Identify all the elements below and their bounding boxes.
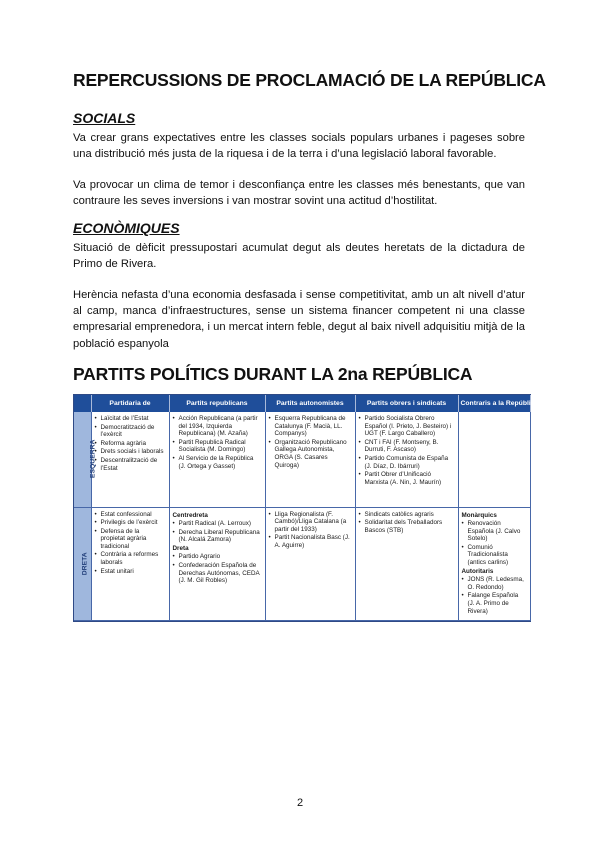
table-cell [169, 412, 265, 507]
list-item: • Defensa de la propietat agrària tradicional [95, 528, 166, 551]
row-label: DRETA [74, 507, 91, 620]
section-heading-economiques: ECONÒMIQUES [73, 220, 180, 236]
list-item: • Partido Agrario [173, 553, 262, 561]
group-heading: Centredreta [172, 511, 208, 519]
paragraph: Situació de dèficit pressupostari acumulat degut als deutes heretats de la dictadura de Primo de Rivera. [73, 242, 525, 271]
list-item: • Partido Comunista de España (J. Díaz, D. Ibárruri) [359, 455, 455, 470]
table-header-row [74, 395, 530, 412]
paragraph: Va provocar un clima de temor i desconfiança entre les classes més benestants, que van contraure les seves inversions i van mostrar sovint una actitud d’hostilitat. [73, 179, 525, 208]
list-item: • Estat unitari [95, 568, 166, 576]
column-header: Partits republicans [169, 395, 265, 412]
list-item: • Solidaritat dels Treballadors Bascos (STB) [359, 519, 455, 534]
group-heading: Monàrquics [461, 511, 497, 519]
list-item: • Falange Española (J. A. Primo de Rivera) [462, 592, 527, 615]
list-item: • Partit Republicà Radical Socialista (M. Domingo) [173, 439, 262, 454]
table-cell [169, 507, 265, 620]
list-item: • Sindicats catòlics agraris [359, 511, 455, 519]
group-heading: Dreta [172, 544, 189, 552]
column-header: Partidaria de [91, 395, 169, 412]
list-item: • Comunió Tradicionalista (antics carlins) [462, 544, 527, 567]
column-header [74, 395, 91, 412]
list-item: • Acción Republicana (a partir del 1934, Izquierda Republicana) (M. Azaña) [173, 415, 262, 438]
paragraph: Herència nefasta d’una economia desfasada i sense competitivitat, amb un alt nivell d’atur al camp, manca d’infraestructures, sense un sistema financer competent ni una classe empresarial emprenedora, i un mercat intern feble, degut al baix nivell adquisitiu mitjà de la població espanyola [73, 289, 525, 350]
table-cell [265, 412, 355, 507]
list-item: • Organització Republicano Gallega Autonomista, ORGA (S. Casares Quiroga) [269, 439, 352, 469]
section-heading-socials: SOCIALS [73, 110, 136, 126]
list-item: • Estat confessional [95, 511, 166, 519]
list-item: • Laïcitat de l’Estat [95, 415, 166, 423]
list-item: • JONS (R. Ledesma, O. Redondo) [462, 576, 527, 591]
page-title: REPERCUSSIONS DE PROCLAMACIÓ DE LA REPÚBLICA [73, 70, 546, 90]
column-header: Partits autonomistes [265, 395, 355, 412]
section-title: PARTITS POLÍTICS DURANT LA 2na REPÚBLICA [73, 364, 473, 384]
list-item: • Privilegis de l’exèrcit [95, 519, 166, 527]
list-item: • Partit Nacionalista Basc (J. A. Aguirre) [269, 534, 352, 549]
list-item: • Al Servicio de la República (J. Ortega y Gasset) [173, 455, 262, 470]
table-cell [355, 412, 458, 507]
table-cell [355, 507, 458, 620]
page-number: 2 [296, 797, 304, 809]
list-item: • Descentralització de l’Estat [95, 457, 166, 472]
table-cell [458, 412, 530, 507]
table-row [74, 412, 530, 507]
political-parties-table [73, 394, 539, 622]
list-item: • Renovación Española (J. Calvo Sotelo) [462, 520, 527, 543]
table-cell [458, 507, 530, 620]
table-cell [91, 412, 169, 507]
list-item: • Partit Radical (A. Lerroux) [173, 520, 262, 528]
list-item: • Partido Socialista Obrero Español (I. Prieto, J. Besteiro) i UGT (F. Largo Caballero) [359, 415, 455, 438]
list-item: • Lliga Regionalista (F. Cambó)/Lliga Catalana (a partir del 1933) [269, 511, 352, 534]
list-item: • Confederación Española de Derechas Autónomas, CEDA (J. M. Gil Robles) [173, 562, 262, 585]
column-header: Partits obrers i sindicats [355, 395, 458, 412]
paragraph: Va crear grans expectatives entre les classes socials populars urbanes i pageses sobre una distribució més justa de la riquesa i de la terra i d’una legislació laboral favorable. [73, 132, 525, 161]
list-item: • Derecha Liberal Republicana (N. Alcalá Zamora) [173, 529, 262, 544]
list-item: • Partit Obrer d’Unificació Marxista (A. Nin, J. Maurín) [359, 471, 455, 486]
list-item: • Democratització de l’exèrcit [95, 424, 166, 439]
table-cell [265, 507, 355, 620]
list-item: • Contrària a reformes laborals [95, 551, 166, 566]
list-item: • Reforma agrària [95, 440, 166, 448]
table-cell [91, 507, 169, 620]
column-header: Contraris a la República [458, 395, 530, 412]
row-label: ESQUERRA [74, 412, 91, 507]
table-row [74, 507, 530, 620]
group-heading: Autoritaris [461, 567, 494, 575]
list-item: • CNT i FAI (F. Montseny, B. Durruti, F. Ascaso) [359, 439, 455, 454]
list-item: • Drets socials i laborals [95, 448, 166, 456]
list-item: • Esquerra Republicana de Catalunya (F. Macià, LL. Companys) [269, 415, 352, 438]
